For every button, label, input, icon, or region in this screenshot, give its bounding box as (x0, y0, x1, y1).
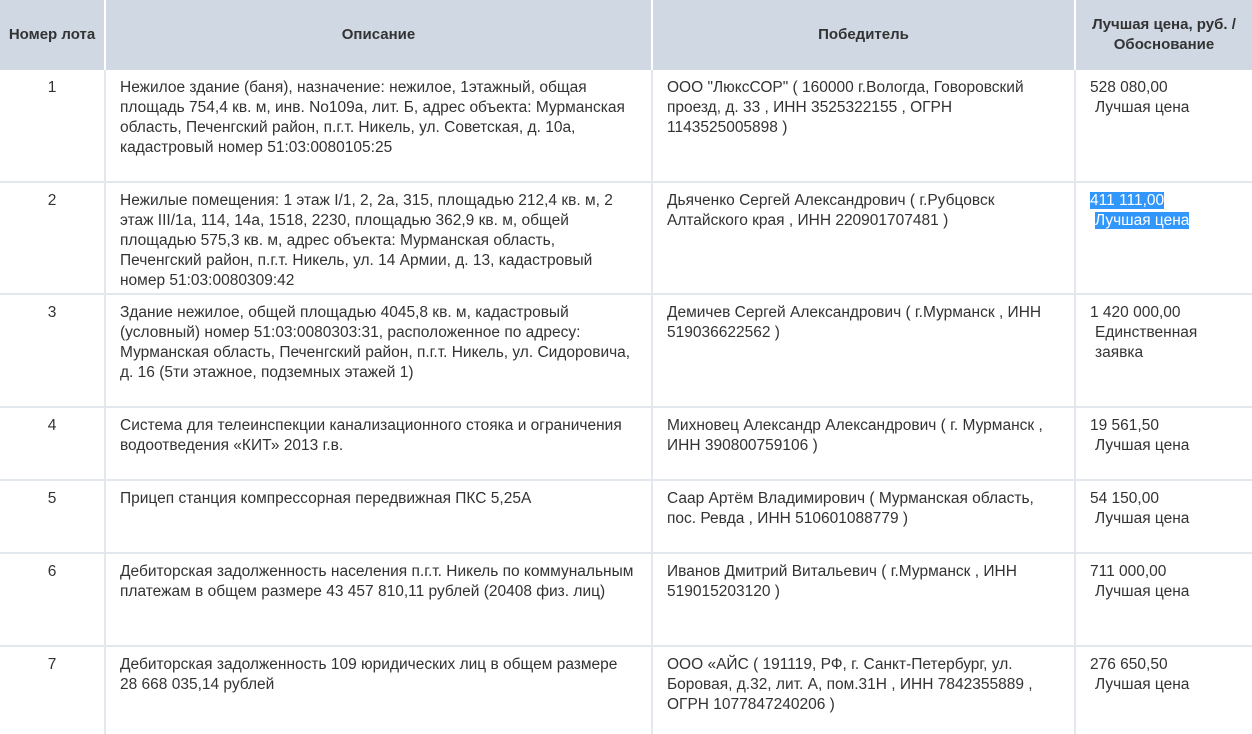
table-body (0, 70, 1252, 734)
lot-price: 1 420 000,00 (1090, 304, 1181, 321)
lot-description: Система для телеинспекции канализационного стояка и ограничения водоотведения «КИТ» 2013 г.в. (105, 407, 652, 480)
lot-description: Нежилые помещения: 1 этаж I/1, 2, 2а, 315, площадью 212,4 кв. м, 2 этаж III/1а, 114, 14а, 1518, 2230, площадью 362,9 кв. м, общей площадью 575,3 кв. м, адрес объекта: Мурманская область, Печенгский район, п.г.т. Никель, ул. 14 Армии, д. 13, кадастровый номер 51:03:0080309:42 (105, 182, 652, 294)
table-row (0, 407, 1252, 480)
lot-price-cell (1075, 646, 1252, 734)
table-row (0, 182, 1252, 294)
header-row (0, 0, 1252, 70)
lot-price-cell (1075, 407, 1252, 480)
lot-description: Дебиторская задолженность населения п.г.т. Никель по коммунальным платежам в общем размере 43 457 810,11 рублей (20408 физ. лиц) (105, 553, 652, 646)
lot-price-basis: Лучшая цена (1095, 437, 1190, 454)
lot-number: 6 (0, 553, 105, 646)
lot-number: 4 (0, 407, 105, 480)
table-row (0, 480, 1252, 553)
header-lot-number: Номер лота (0, 0, 105, 70)
lot-price-basis: Лучшая цена (1095, 583, 1190, 600)
header-best-price: Лучшая цена, руб. / Обоснование (1075, 0, 1252, 70)
lot-price: 711 000,00 (1090, 563, 1167, 580)
lot-winner: Демичев Сергей Александрович ( г.Мурманск , ИНН 519036622562 ) (652, 294, 1075, 407)
lot-price-cell (1075, 553, 1252, 646)
lot-price-cell (1075, 294, 1252, 407)
table-row (0, 294, 1252, 407)
lot-winner: Саар Артём Владимирович ( Мурманская область, пос. Ревда , ИНН 510601088779 ) (652, 480, 1075, 553)
lot-price-cell (1075, 182, 1252, 294)
lot-price-basis: Лучшая цена (1095, 510, 1190, 527)
lot-price-selected: 411 111,00 (1090, 192, 1165, 209)
table-row (0, 553, 1252, 646)
table-row (0, 646, 1252, 734)
lot-price-basis: Единственная заявка (1095, 324, 1198, 361)
lot-price: 54 150,00 (1090, 490, 1159, 507)
lot-description: Здание нежилое, общей площадью 4045,8 кв. м, кадастровый (условный) номер 51:03:0080303:31, расположенное по адресу: Мурманская область, Печенгский район, п.г.т. Никель, ул. Сидоровича, д. 16 (5ти этажное, подземных этажей 1) (105, 294, 652, 407)
lot-winner: Иванов Дмитрий Витальевич ( г.Мурманск , ИНН 519015203120 ) (652, 553, 1075, 646)
lot-price: 528 080,00 (1090, 79, 1168, 96)
lot-winner: Дьяченко Сергей Александрович ( г.Рубцовск Алтайского края , ИНН 220901707481 ) (652, 182, 1075, 294)
lot-price-cell (1075, 70, 1252, 182)
table-row (0, 70, 1252, 182)
lot-number: 5 (0, 480, 105, 553)
lot-winner: ООО «АЙС ( 191119, РФ, г. Санкт-Петербург, ул. Боровая, д.32, лит. А, пом.31Н , ИНН 7842355889 , ОГРН 1077847240206 ) (652, 646, 1075, 734)
lot-price: 19 561,50 (1090, 417, 1159, 434)
lot-price-cell (1075, 480, 1252, 553)
table-header (0, 0, 1252, 70)
lot-price-basis-selected: Лучшая цена (1095, 212, 1190, 229)
lot-price-basis: Лучшая цена (1095, 99, 1190, 116)
lot-winner: ООО "ЛюксСОР" ( 160000 г.Вологда, Говоровский проезд, д. 33 , ИНН 3525322155 , ОГРН 1143525005898 ) (652, 70, 1075, 182)
header-description: Описание (105, 0, 652, 70)
header-winner: Победитель (652, 0, 1075, 70)
lot-price: 276 650,50 (1090, 656, 1168, 673)
lot-number: 3 (0, 294, 105, 407)
lot-number: 2 (0, 182, 105, 294)
lot-number: 1 (0, 70, 105, 182)
lot-number: 7 (0, 646, 105, 734)
lot-description: Дебиторская задолженность 109 юридических лиц в общем размере 28 668 035,14 рублей (105, 646, 652, 734)
lot-description: Нежилое здание (баня), назначение: нежилое, 1этажный, общая площадь 754,4 кв. м, инв. No109а, лит. Б, адрес объекта: Мурманская область, Печенгский район, п.г.т. Никель, ул. Советская, д. 10а, кадастровый номер 51:03:0080105:25 (105, 70, 652, 182)
lot-price-basis: Лучшая цена (1095, 676, 1190, 693)
lot-description: Прицеп станция компрессорная передвижная ПКС 5,25А (105, 480, 652, 553)
lot-winner: Михновец Александр Александрович ( г. Мурманск , ИНН 390800759106 ) (652, 407, 1075, 480)
